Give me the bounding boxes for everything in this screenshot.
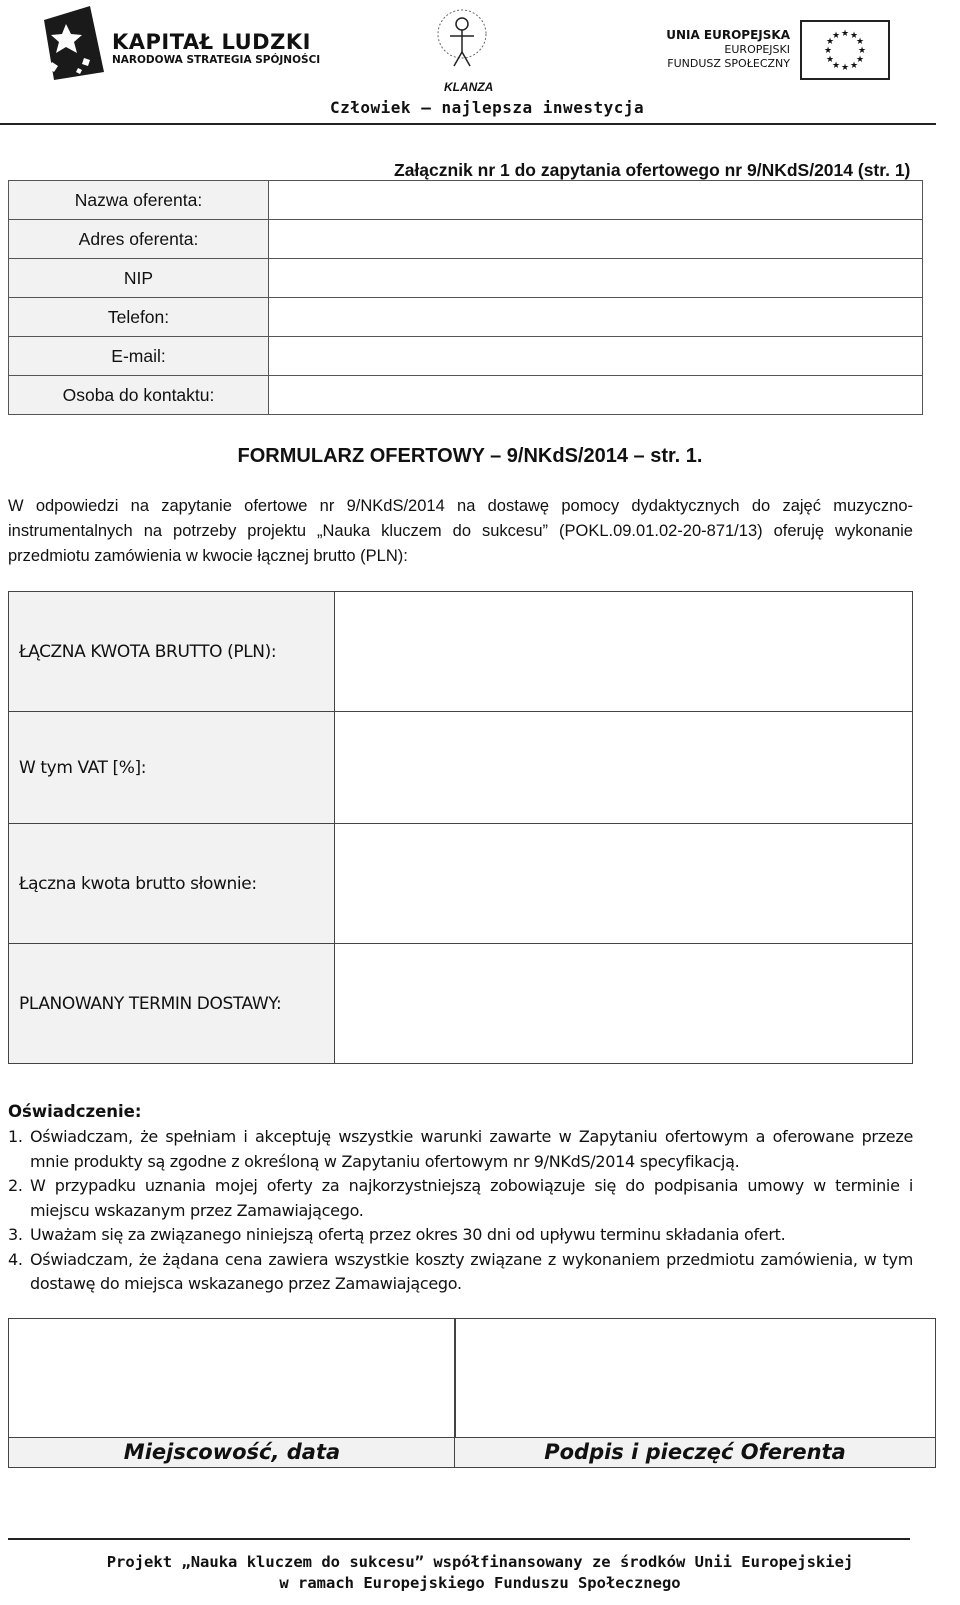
footer-line-2: w ramach Europejskiego Funduszu Społecznego: [279, 1574, 681, 1592]
svg-text:★: ★: [825, 55, 835, 65]
kapital-ludzki-subtitle: NARODOWA STRATEGIA SPÓJNOŚCI: [112, 54, 321, 66]
table-row: [9, 824, 913, 944]
svg-text:★: ★: [831, 31, 841, 41]
amount-field-vat[interactable]: [335, 712, 913, 824]
contact-field-name[interactable]: [269, 181, 923, 220]
footer-divider: [8, 1538, 910, 1540]
statements-heading: Oświadczenie:: [8, 1102, 142, 1121]
table-row: [9, 712, 913, 824]
svg-text:★: ★: [855, 55, 865, 65]
klanza-logo: [432, 4, 492, 82]
contact-label-person: Osoba do kontaktu:: [9, 376, 269, 415]
svg-text:★: ★: [840, 63, 850, 73]
svg-text:★: ★: [825, 37, 835, 47]
attachment-note: Załącznik nr 1 do zapytania ofertowego nr 9/NKdS/2014 (str. 1): [394, 160, 911, 180]
contact-label-address: Adres oferenta:: [9, 220, 269, 259]
statements-list: [8, 1125, 913, 1297]
eu-line-3: FUNDUSZ SPOŁECZNY: [667, 57, 790, 70]
statement-text: Oświadczam, że spełniam i akceptuję wszystkie warunki zawarte w Zapytaniu ofertowym a oferowane przeze mnie produkty są zgodne z określoną w Zapytaniu ofertowym nr 9/NKdS/2014 specyfikacją.: [30, 1127, 913, 1171]
statement-number: 3.: [8, 1225, 23, 1244]
amount-field-total[interactable]: [335, 592, 913, 712]
statement-number: 4.: [8, 1249, 23, 1269]
svg-text:★: ★: [855, 37, 865, 47]
contact-field-address[interactable]: [269, 220, 923, 259]
kapital-ludzki-title: KAPITAŁ LUDZKI: [112, 30, 311, 54]
amount-label-total: ŁĄCZNA KWOTA BRUTTO (PLN):: [9, 592, 335, 712]
table-row: [9, 944, 913, 1064]
list-item: [8, 1248, 913, 1297]
contact-label-email: E-mail:: [9, 337, 269, 376]
contact-label-name: Nazwa oferenta:: [9, 181, 269, 220]
contact-field-phone[interactable]: [269, 298, 923, 337]
place-date-field[interactable]: [8, 1318, 456, 1439]
klanza-label: KLANZA: [444, 80, 494, 94]
tagline: Człowiek – najlepsza inwestycja: [330, 98, 645, 117]
intro-paragraph: W odpowiedzi na zapytanie ofertowe nr 9/NKdS/2014 na dostawę pomocy dydaktycznych do zajęć muzyczno-instrumentalnych na potrzeby projektu „Nauka kluczem do sukcesu” (POKL.09.01.02-20-871/13) oferuję wykonanie przedmiotu zamówienia w kwocie łącznej brutto (PLN):: [8, 497, 913, 565]
table-row: [9, 376, 923, 415]
table-row: [9, 298, 923, 337]
eu-flag: [800, 20, 890, 80]
amount-label-words: Łączna kwota brutto słownie:: [9, 824, 335, 944]
amount-label-delivery: PLANOWANY TERMIN DOSTAWY:: [9, 944, 335, 1064]
contact-label-phone: Telefon:: [9, 298, 269, 337]
contact-field-person[interactable]: [269, 376, 923, 415]
amount-table: [8, 591, 913, 1064]
table-row: [9, 259, 923, 298]
amount-label-vat: W tym VAT [%]:: [9, 712, 335, 824]
contact-table: [8, 180, 923, 415]
form-title: FORMULARZ OFERTOWY – 9/NKdS/2014 – str. 1.: [237, 445, 703, 467]
list-item: [8, 1223, 913, 1248]
list-item: [8, 1174, 913, 1223]
contact-field-nip[interactable]: [269, 259, 923, 298]
contact-label-nip: NIP: [9, 259, 269, 298]
amount-field-words[interactable]: [335, 824, 913, 944]
statement-text: W przypadku uznania mojej oferty za najkorzystniejszą zobowiązuje się do podpisania umowy w terminie i miejscu wskazanym przez Zamawiającego.: [30, 1176, 913, 1220]
klanza-figure-icon: [432, 4, 492, 82]
kapital-ludzki-emblem-icon: [38, 2, 110, 82]
svg-text:★: ★: [831, 61, 841, 71]
statement-number: 1.: [8, 1127, 23, 1146]
header-divider: [0, 123, 936, 125]
contact-field-email[interactable]: [269, 337, 923, 376]
svg-text:★: ★: [857, 46, 867, 56]
footer-line-1: Projekt „Nauka kluczem do sukcesu” współfinansowany ze środków Unii Europejskiej: [106, 1553, 854, 1571]
kapital-ludzki-logo: [38, 2, 110, 82]
eu-line-2: EUROPEJSKI: [724, 43, 790, 56]
table-row: [9, 181, 923, 220]
svg-text:★: ★: [840, 29, 850, 39]
signature-field[interactable]: [454, 1318, 936, 1439]
svg-text:★: ★: [823, 46, 833, 56]
statement-number: 2.: [8, 1176, 23, 1195]
list-item: [8, 1125, 913, 1174]
place-date-label: Miejscowość, data: [8, 1437, 456, 1468]
svg-text:★: ★: [849, 61, 859, 71]
signature-label: Podpis i pieczęć Oferenta: [454, 1437, 936, 1468]
statement-text: Uważam się za związanego niniejszą ofertą przez okres 30 dni od upływu terminu składania ofert.: [30, 1225, 786, 1244]
table-row: [9, 337, 923, 376]
statement-text: Oświadczam, że żądana cena zawiera wszystkie koszty związane z wykonaniem przedmiotu zamówienia, w tym dostawę do miejsca wskazanego przez Zamawiającego.: [30, 1249, 913, 1293]
table-row: [9, 592, 913, 712]
signature-table: [8, 1318, 956, 1468]
amount-field-delivery[interactable]: [335, 944, 913, 1064]
eu-line-1: UNIA EUROPEJSKA: [666, 28, 790, 42]
table-row: [9, 220, 923, 259]
svg-text:★: ★: [849, 31, 859, 41]
eu-stars-icon: [802, 22, 888, 78]
